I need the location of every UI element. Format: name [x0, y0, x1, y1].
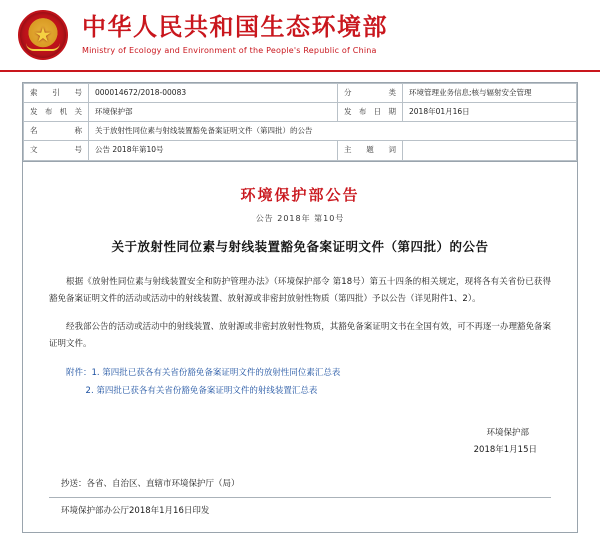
meta-value-publisher: 环境保护部 [89, 103, 338, 122]
document-paragraph-2: 经我部公告的活动或活动中的射线装置、放射源或非密封放射性物质，其豁免备案证明文书在全国有效，可不再逐一办理豁免备案证明文件。 [49, 322, 551, 349]
meta-label-keywords: 主 题 词 [338, 141, 403, 160]
document-body [23, 161, 577, 532]
site-header [0, 0, 600, 72]
meta-value-keywords [403, 141, 577, 160]
meta-label-name: 名 称 [24, 122, 89, 141]
national-emblem-icon [18, 10, 68, 60]
meta-value-name: 关于放射性同位素与射线装置豁免备案证明文件（第四批）的公告 [89, 122, 577, 141]
meta-value-category: 环境管理业务信息;核与辐射安全管理 [403, 84, 577, 103]
attachment-link-1[interactable]: 附件：1. 第四批已获各有关省份豁免备案证明文件的放射性同位素汇总表 [66, 367, 341, 378]
document-paragraph-1: 根据《放射性同位素与射线装置安全和防护管理办法》（环境保护部令 第18号）第五十四条的相关规定，现将各有关省份已获得豁免备案证明文件的活动或活动中的射线装置、放射源或非密封放射性物质（第四批）予以公告（详见附件1、2）。 [49, 277, 551, 304]
footer-divider [49, 497, 551, 498]
table-row [24, 84, 577, 103]
meta-label-docno: 文 号 [24, 141, 89, 160]
site-title-en: Ministry of Ecology and Environment of the People's Republic of China [82, 46, 377, 55]
attachment-item-2 [49, 383, 551, 399]
document-type-heading: 环境保护部公告 [240, 185, 360, 204]
table-row [24, 122, 577, 141]
meta-value-docno: 公告 2018年第10号 [89, 141, 338, 160]
content-frame [22, 82, 578, 533]
attachment-link-2[interactable]: 2. 第四批已获各有关省份豁免备案证明文件的射线装置汇总表 [85, 385, 318, 396]
document-cc: 抄送：各省、自治区、直辖市环境保护厅（局） [61, 478, 240, 489]
meta-value-index: 000014672/2018-00083 [89, 84, 338, 103]
table-row [24, 141, 577, 160]
meta-label-publish-date: 发布日期 [338, 103, 403, 122]
document-footer: 环境保护部办公厅2018年1月16日印发 [61, 505, 210, 516]
meta-label-index: 索 引 号 [24, 84, 89, 103]
document-signature: 环境保护部 [486, 427, 529, 438]
meta-label-publisher: 发布机关 [24, 103, 89, 122]
table-row [24, 103, 577, 122]
meta-label-category: 分类 [338, 84, 403, 103]
attachment-lead [49, 365, 551, 381]
meta-value-publish-date: 2018年01月16日 [403, 103, 577, 122]
document-number: 公告 2018年 第10号 [255, 213, 345, 223]
page-title: 关于放射性同位素与射线装置豁免备案证明文件（第四批）的公告 [111, 238, 489, 254]
document-signature-date: 2018年1月15日 [473, 444, 537, 455]
header-titles [82, 14, 388, 55]
document-meta-table [23, 83, 577, 161]
site-title-cn: 中华人民共和国生态环境部 [82, 13, 388, 42]
